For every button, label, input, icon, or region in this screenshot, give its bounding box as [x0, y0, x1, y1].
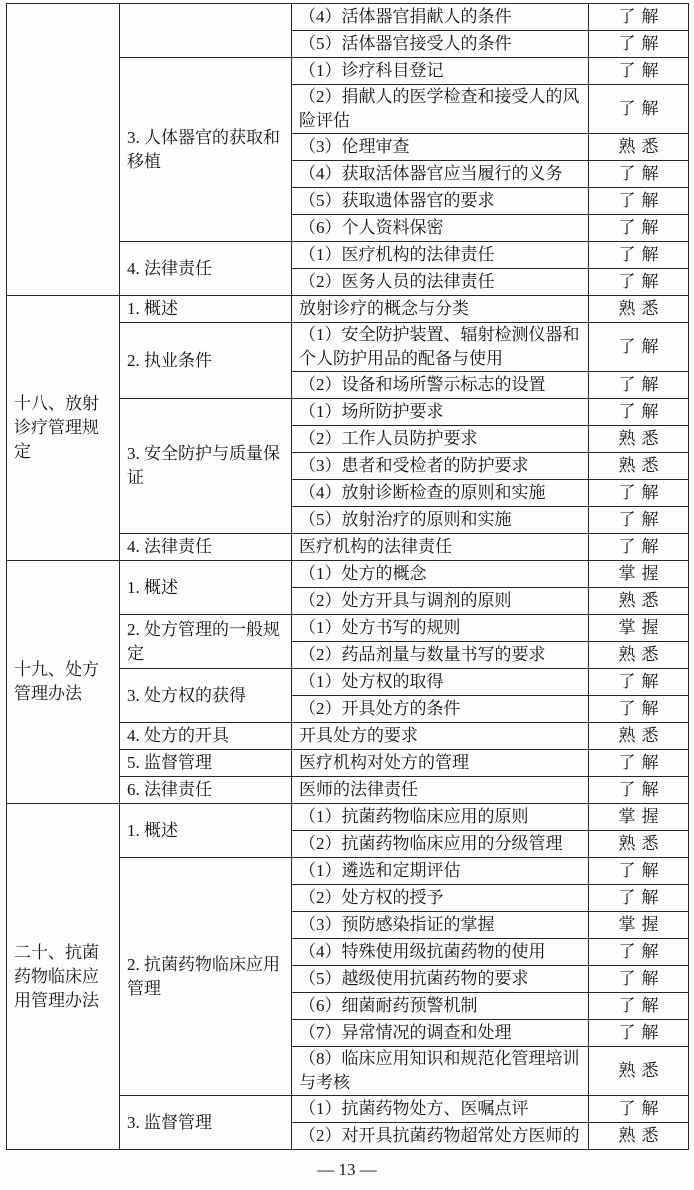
chapter-cell: 二十、抗菌药物临床应用管理办法 — [7, 804, 120, 1150]
item-cell: （5）放射治疗的原则和实施 — [292, 507, 589, 534]
item-cell: 开具处方的要求 — [292, 723, 589, 750]
item-cell: （2）抗菌药物临床应用的分级管理 — [292, 831, 589, 858]
item-cell: （4）活体器官捐献人的条件 — [292, 4, 589, 31]
level-cell: 了解 — [589, 777, 689, 804]
level-cell: 了解 — [589, 885, 689, 912]
section-cell: 3. 安全防护与质量保证 — [120, 399, 292, 534]
syllabus-table-body — [7, 4, 689, 1150]
level-cell: 熟悉 — [589, 134, 689, 161]
level-cell: 了解 — [589, 1020, 689, 1047]
section-cell — [120, 4, 292, 58]
level-cell: 了解 — [589, 507, 689, 534]
section-cell: 6. 法律责任 — [120, 777, 292, 804]
level-cell: 了解 — [589, 939, 689, 966]
level-cell: 熟悉 — [589, 1123, 689, 1150]
item-cell: （1）遴选和定期评估 — [292, 858, 589, 885]
level-cell: 掌握 — [589, 912, 689, 939]
item-cell: （1）处方权的取得 — [292, 669, 589, 696]
section-cell: 1. 概述 — [120, 561, 292, 615]
item-cell: （3）伦理审查 — [292, 134, 589, 161]
level-cell: 了解 — [589, 966, 689, 993]
item-cell: （3）预防感染指证的掌握 — [292, 912, 589, 939]
section-cell: 2. 抗菌药物临床应用管理 — [120, 858, 292, 1096]
level-cell: 了解 — [589, 31, 689, 58]
page-number: — 13 — — [317, 1160, 377, 1179]
section-cell: 3. 处方权的获得 — [120, 669, 292, 723]
item-cell: （2）处方权的授予 — [292, 885, 589, 912]
item-cell: （2）开具处方的条件 — [292, 696, 589, 723]
item-cell: （1）抗菌药物处方、医嘱点评 — [292, 1096, 589, 1123]
section-cell: 5. 监督管理 — [120, 750, 292, 777]
level-cell: 了解 — [589, 269, 689, 296]
section-cell: 2. 处方管理的一般规定 — [120, 615, 292, 669]
section-cell: 2. 执业条件 — [120, 323, 292, 399]
table-row — [7, 561, 689, 588]
item-cell: （5）越级使用抗菌药物的要求 — [292, 966, 589, 993]
syllabus-table — [6, 3, 689, 1150]
chapter-cell — [7, 4, 120, 296]
item-cell: （1）医疗机构的法律责任 — [292, 242, 589, 269]
item-cell: （1）诊疗科目登记 — [292, 58, 589, 85]
level-cell: 了解 — [589, 188, 689, 215]
level-cell: 了解 — [589, 58, 689, 85]
item-cell: 医疗机构对处方的管理 — [292, 750, 589, 777]
level-cell: 熟悉 — [589, 453, 689, 480]
chapter-cell: 十九、处方管理办法 — [7, 561, 120, 804]
level-cell: 了解 — [589, 696, 689, 723]
level-cell: 熟悉 — [589, 588, 689, 615]
section-cell: 1. 概述 — [120, 296, 292, 323]
item-cell: （1）处方书写的规则 — [292, 615, 589, 642]
item-cell: 医师的法律责任 — [292, 777, 589, 804]
level-cell: 熟悉 — [589, 723, 689, 750]
table-row — [7, 296, 689, 323]
level-cell: 了解 — [589, 372, 689, 399]
item-cell: （4）获取活体器官应当履行的义务 — [292, 161, 589, 188]
level-cell: 了解 — [589, 215, 689, 242]
item-cell: （1）抗菌药物临床应用的原则 — [292, 804, 589, 831]
item-cell: （2）处方开具与调剂的原则 — [292, 588, 589, 615]
item-cell: （5）活体器官接受人的条件 — [292, 31, 589, 58]
item-cell: （7）异常情况的调查和处理 — [292, 1020, 589, 1047]
item-cell: （1）场所防护要求 — [292, 399, 589, 426]
level-cell: 了解 — [589, 4, 689, 31]
item-cell: （8）临床应用知识和规范化管理培训与考核 — [292, 1047, 589, 1096]
item-cell: （3）患者和受检者的防护要求 — [292, 453, 589, 480]
level-cell: 熟悉 — [589, 426, 689, 453]
level-cell: 了解 — [589, 534, 689, 561]
item-cell: （1）安全防护装置、辐射检测仪器和个人防护用品的配备与使用 — [292, 323, 589, 372]
level-cell: 熟悉 — [589, 831, 689, 858]
level-cell: 了解 — [589, 858, 689, 885]
item-cell: （1）处方的概念 — [292, 561, 589, 588]
item-cell: （2）药品剂量与数量书写的要求 — [292, 642, 589, 669]
section-cell: 4. 法律责任 — [120, 534, 292, 561]
level-cell: 熟悉 — [589, 642, 689, 669]
section-cell: 3. 人体器官的获取和移植 — [120, 58, 292, 242]
level-cell: 了解 — [589, 242, 689, 269]
level-cell: 了解 — [589, 669, 689, 696]
level-cell: 了解 — [589, 993, 689, 1020]
level-cell: 掌握 — [589, 804, 689, 831]
item-cell: （2）设备和场所警示标志的设置 — [292, 372, 589, 399]
level-cell: 了解 — [589, 750, 689, 777]
level-cell: 了解 — [589, 480, 689, 507]
item-cell: （2）捐献人的医学检查和接受人的风险评估 — [292, 85, 589, 134]
item-cell: （2）工作人员防护要求 — [292, 426, 589, 453]
level-cell: 了解 — [589, 161, 689, 188]
section-cell: 1. 概述 — [120, 804, 292, 858]
item-cell: （2）对开具抗菌药物超常处方医师的 — [292, 1123, 589, 1150]
level-cell: 了解 — [589, 1096, 689, 1123]
item-cell: （6）个人资料保密 — [292, 215, 589, 242]
item-cell: （2）医务人员的法律责任 — [292, 269, 589, 296]
table-row — [7, 4, 689, 31]
level-cell: 了解 — [589, 399, 689, 426]
level-cell: 熟悉 — [589, 1047, 689, 1096]
level-cell: 熟悉 — [589, 296, 689, 323]
item-cell: 放射诊疗的概念与分类 — [292, 296, 589, 323]
item-cell: 医疗机构的法律责任 — [292, 534, 589, 561]
level-cell: 了解 — [589, 85, 689, 134]
section-cell: 3. 监督管理 — [120, 1096, 292, 1150]
item-cell: （6）细菌耐药预警机制 — [292, 993, 589, 1020]
level-cell: 了解 — [589, 323, 689, 372]
level-cell: 掌握 — [589, 615, 689, 642]
item-cell: （4）放射诊断检查的原则和实施 — [292, 480, 589, 507]
table-row — [7, 804, 689, 831]
item-cell: （4）特殊使用级抗菌药物的使用 — [292, 939, 589, 966]
level-cell: 掌握 — [589, 561, 689, 588]
section-cell: 4. 处方的开具 — [120, 723, 292, 750]
section-cell: 4. 法律责任 — [120, 242, 292, 296]
chapter-cell: 十八、放射诊疗管理规定 — [7, 296, 120, 561]
item-cell: （5）获取遗体器官的要求 — [292, 188, 589, 215]
